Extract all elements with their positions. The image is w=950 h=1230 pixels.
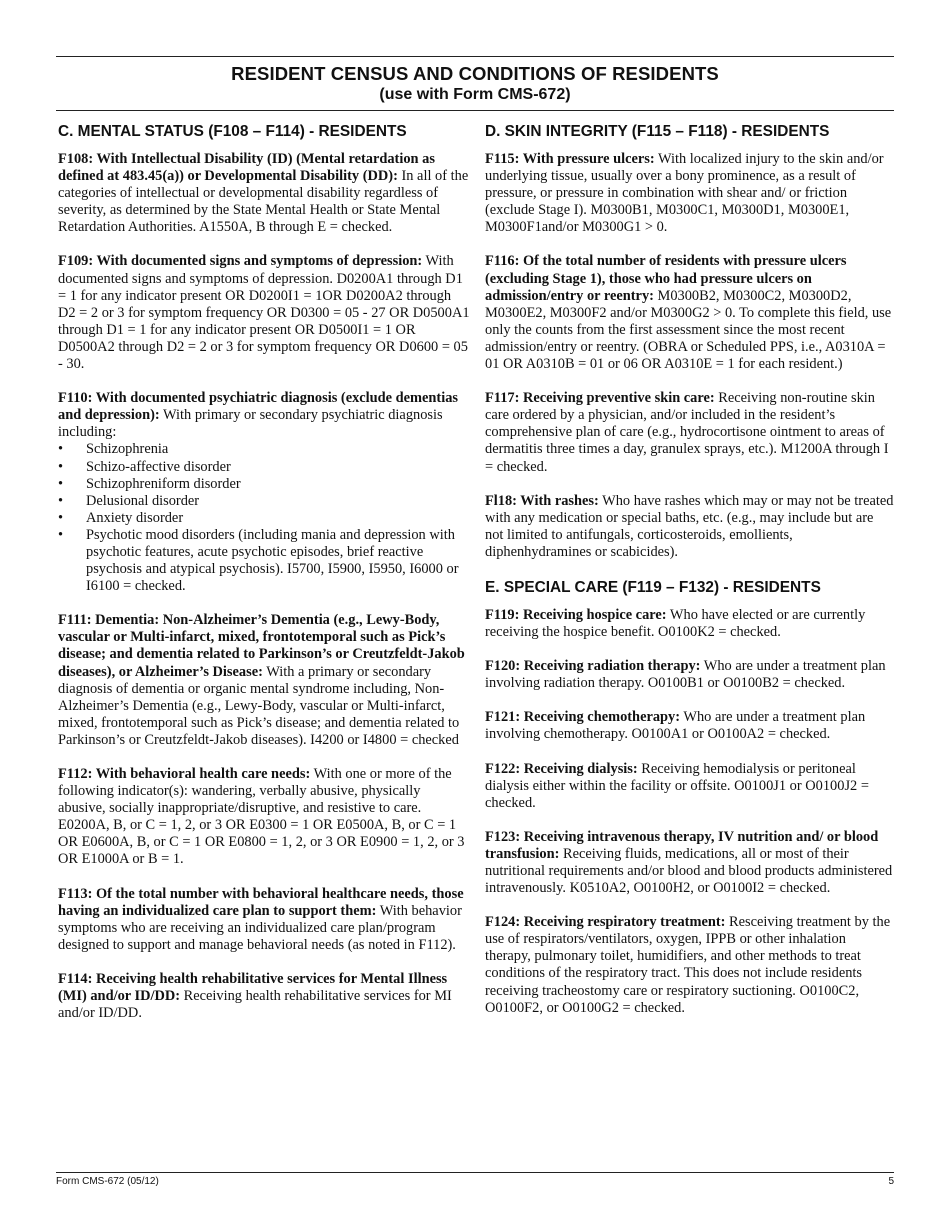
section-d-heading: D. SKIN INTEGRITY (F115 – F118) - RESIDENTS [485, 123, 830, 140]
entry-label: F121: Receiving chemotherapy: [485, 709, 681, 726]
entry-text: Receiving non-routine skin care ordered by a physician, and/or included in the resident’s comprehensive plan of care (e.g., hydrocortisone ointment to areas of dermatitis three times a day, granulex sprays, etc.). M1200A through I = checked. [485, 390, 889, 475]
entry-f115 [485, 151, 895, 236]
entry-text: Who have elected or are currently receiving the hospice benefit. O0100K2 = checked. [485, 606, 866, 641]
entry-label: F109: With documented signs and symptoms of depression: [58, 253, 423, 270]
entry-label: F114: Receiving health rehabilitative services for Mental Illness (MI) and/or ID/DD: [58, 970, 448, 1005]
entry-f112 [58, 766, 470, 869]
entry-label: F110: With documented psychiatric diagnosis (exclude dementias and depression): [58, 390, 459, 424]
entry-f113 [58, 886, 470, 954]
entry-f123 [485, 829, 895, 897]
entry-text: With primary or secondary psychiatric diagnosis including: [58, 407, 443, 441]
entry-f120 [485, 658, 895, 692]
entry-label: F113: Of the total number with behavioral healthcare needs, those having an individualized care plan to support them: [58, 885, 464, 919]
entry-text: Receiving fluids, medications, all or most of their nutritional requirements and/or blood and blood products administered intravenously. K0510A2, O0100H2, or O0100I2 = checked. [485, 845, 893, 897]
entry-label: F123: Receiving intravenous therapy, IV nutrition and/ or blood transfusion: [485, 828, 879, 862]
entry-f111 [58, 612, 470, 749]
entry-label: F119: Receiving hospice care: [485, 606, 667, 623]
document-footer [56, 1172, 894, 1187]
section-c-heading: C. MENTAL STATUS (F108 – F114) - RESIDENTS [58, 123, 407, 140]
entry-label: F116: Of the total number of residents with pressure ulcers (excluding Stage 1), those who had pressure ulcers on admission/entry or reentry: [485, 253, 847, 304]
entry-label: F120: Receiving radiation therapy: [485, 658, 701, 675]
list-item: • Schizophrenia [58, 441, 470, 458]
entry-f122 [485, 761, 895, 812]
entry-label: F117: Receiving preventive skin care: [485, 390, 715, 407]
entry-text: Who have rashes which may or may not be treated with any medication or special baths, etc. (e.g., may include but are not limited to antifungals, corticosteroids, emollients, diphenhydramines or scabicides). [485, 492, 894, 560]
diagnosis-list [58, 441, 470, 595]
entry-text: M0300B2, M0300C2, M0300D2, M0300E2, M0300F2 and/or M0300G2 > 0. To complete this field, use only the counts from the first assessment since the most recent admission/entry or reentry. (OBRA or Scheduled PPS, i.e., A0310A = 01 OR A0310B = 01 or 06 OR A0310E = 1 for each resident.) [485, 287, 892, 373]
left-column [58, 122, 470, 1039]
entry-text: Receiving health rehabilitative services for MI and/or ID/DD. [58, 988, 452, 1022]
entry-text: In all of the categories of intellectual or developmental disability regardless of severity, as determined by the State Mental Health or State Mental Retardation Authorities. A1550A, B through E = checked. [58, 168, 469, 236]
page-number: 5 [888, 1176, 894, 1187]
entry-f114 [58, 971, 470, 1022]
form-identifier: Form CMS-672 (05/12) [56, 1176, 159, 1187]
entry-f109 [58, 253, 470, 373]
entry-text: With localized injury to the skin and/or underlying tissue, usually over a bony prominence, as a result of pressure, or pressure in combination with shear and/ or friction (exclude Stage I). M0300B1, M0300C1, M0300D1, M0300E1, M0300F1and/or M0300G1 > 0. [485, 151, 884, 236]
entry-text: With a primary or secondary diagnosis of dementia or organic mental syndrome including, Non-Alzheimer’s Dementia (e.g., Lewy-Body, vascular or Multi-infarct, mixed, frontotemporal such as Pick’s disease; and dementia related to Parkinson’s or Creutzfeldt-Jakob diseases). I4200 or I4800 = checked [58, 663, 460, 748]
entry-f108 [58, 151, 470, 236]
list-item: • Psychotic mood disorders (including mania and depression with psychotic features, acute psychotic episodes, brief reactive psychosis and atypical psychosis). I5700, I5900, I5950, I6000 or I6100 = checked. [58, 527, 470, 595]
entry-label: F112: With behavioral health care needs: [58, 766, 311, 782]
entry-label: F122: Receiving dialysis: [485, 760, 638, 777]
list-item: • Delusional disorder [58, 493, 470, 510]
document-page [56, 56, 894, 1022]
list-item: • Anxiety disorder [58, 510, 470, 527]
entry-text: Who are under a treatment plan involving radiation therapy. O0100B1 or O0100B2 = checked. [485, 658, 886, 692]
document-title: RESIDENT CENSUS AND CONDITIONS OF RESIDENTS [231, 63, 719, 84]
right-column [485, 122, 895, 1034]
list-item: • Schizo-affective disorder [58, 459, 470, 476]
entry-text: With behavior symptoms who are receiving an individualized care plan/program designed to support and manage behavioral needs (as noted in F112). [58, 902, 462, 953]
list-item: • Schizophreniform disorder [58, 476, 470, 493]
entry-f119 [485, 607, 895, 641]
entry-f118 [485, 493, 895, 561]
entry-label: F115: With pressure ulcers: [485, 151, 655, 167]
entry-text: Resceiving treatment by the use of respirators/ventilators, oxygen, IPPB or other inhalation therapy, pulmonary toilet, humidifiers, and other methods to treat conditions of the respiratory tract. This does not include residents receiving tracheostomy care or respiratory suctioning. O0100C2, O0100F2, or O0100G2 = checked. [485, 914, 891, 1016]
entry-f124 [485, 914, 895, 1017]
entry-label: F111: Dementia: Non-Alzheimer’s Dementia (e.g., Lewy-Body, vascular or Multi-infarct, mixed, frontotemporal such as Pick’s disease; and dementia related to Parkinson’s or Creutzfeldt-Jakob diseases), or Alzheimer’s Disease: [58, 612, 465, 680]
entry-f117 [485, 390, 895, 475]
section-e-heading: E. SPECIAL CARE (F119 – F132) - RESIDENTS [485, 578, 821, 596]
entry-text: With one or more of the following indicator(s): wandering, verbally abusive, physically abusive, socially inappropriate/disruptive, and resistive to care. E0200A, B, or C = 1, 2, or 3 OR E0300 = 1 OR E0500A, B, or C = 1 OR E0600A, B, or C = 1 OR E0800 = 1, 2, or 3 OR E0900 = 1, 2, or 3 OR E1000A or B = 1. [58, 766, 465, 868]
entry-label: F124: Receiving respiratory treatment: [485, 914, 726, 931]
document-header [56, 57, 894, 111]
entry-label: Fl18: With rashes: [485, 492, 599, 509]
entry-f121 [485, 709, 895, 743]
entry-text: Who are under a treatment plan involving chemotherapy. O0100A1 or O0100A2 = checked. [485, 709, 866, 743]
entry-f116 [485, 253, 895, 373]
entry-text: With documented signs and symptoms of depression. D0200A1 through D1 = 1 for any indicator present OR D0200I1 = 1OR D0200A2 through D2 = 2 or 3 for symptom frequency OR D0300 = 05 - 27 OR D0500A1 through D1 = 1 for any indicator present OR D0500I1 = 1 OR D0500A2 through D2 = 2 or 3 for symptom frequency OR D0600 = 05 - 30. [58, 253, 470, 373]
entry-text: Receiving hemodialysis or peritoneal dialysis either within the facility or offsite. O0100J1 or O0100J2 = checked. [485, 760, 869, 811]
entry-f110 [58, 390, 470, 595]
entry-label: F108: With Intellectual Disability (ID) (Mental retardation as defined at 483.45(a)) or Developmental Disability (DD): [58, 151, 435, 185]
document-subtitle: (use with Form CMS-672) [379, 86, 571, 103]
